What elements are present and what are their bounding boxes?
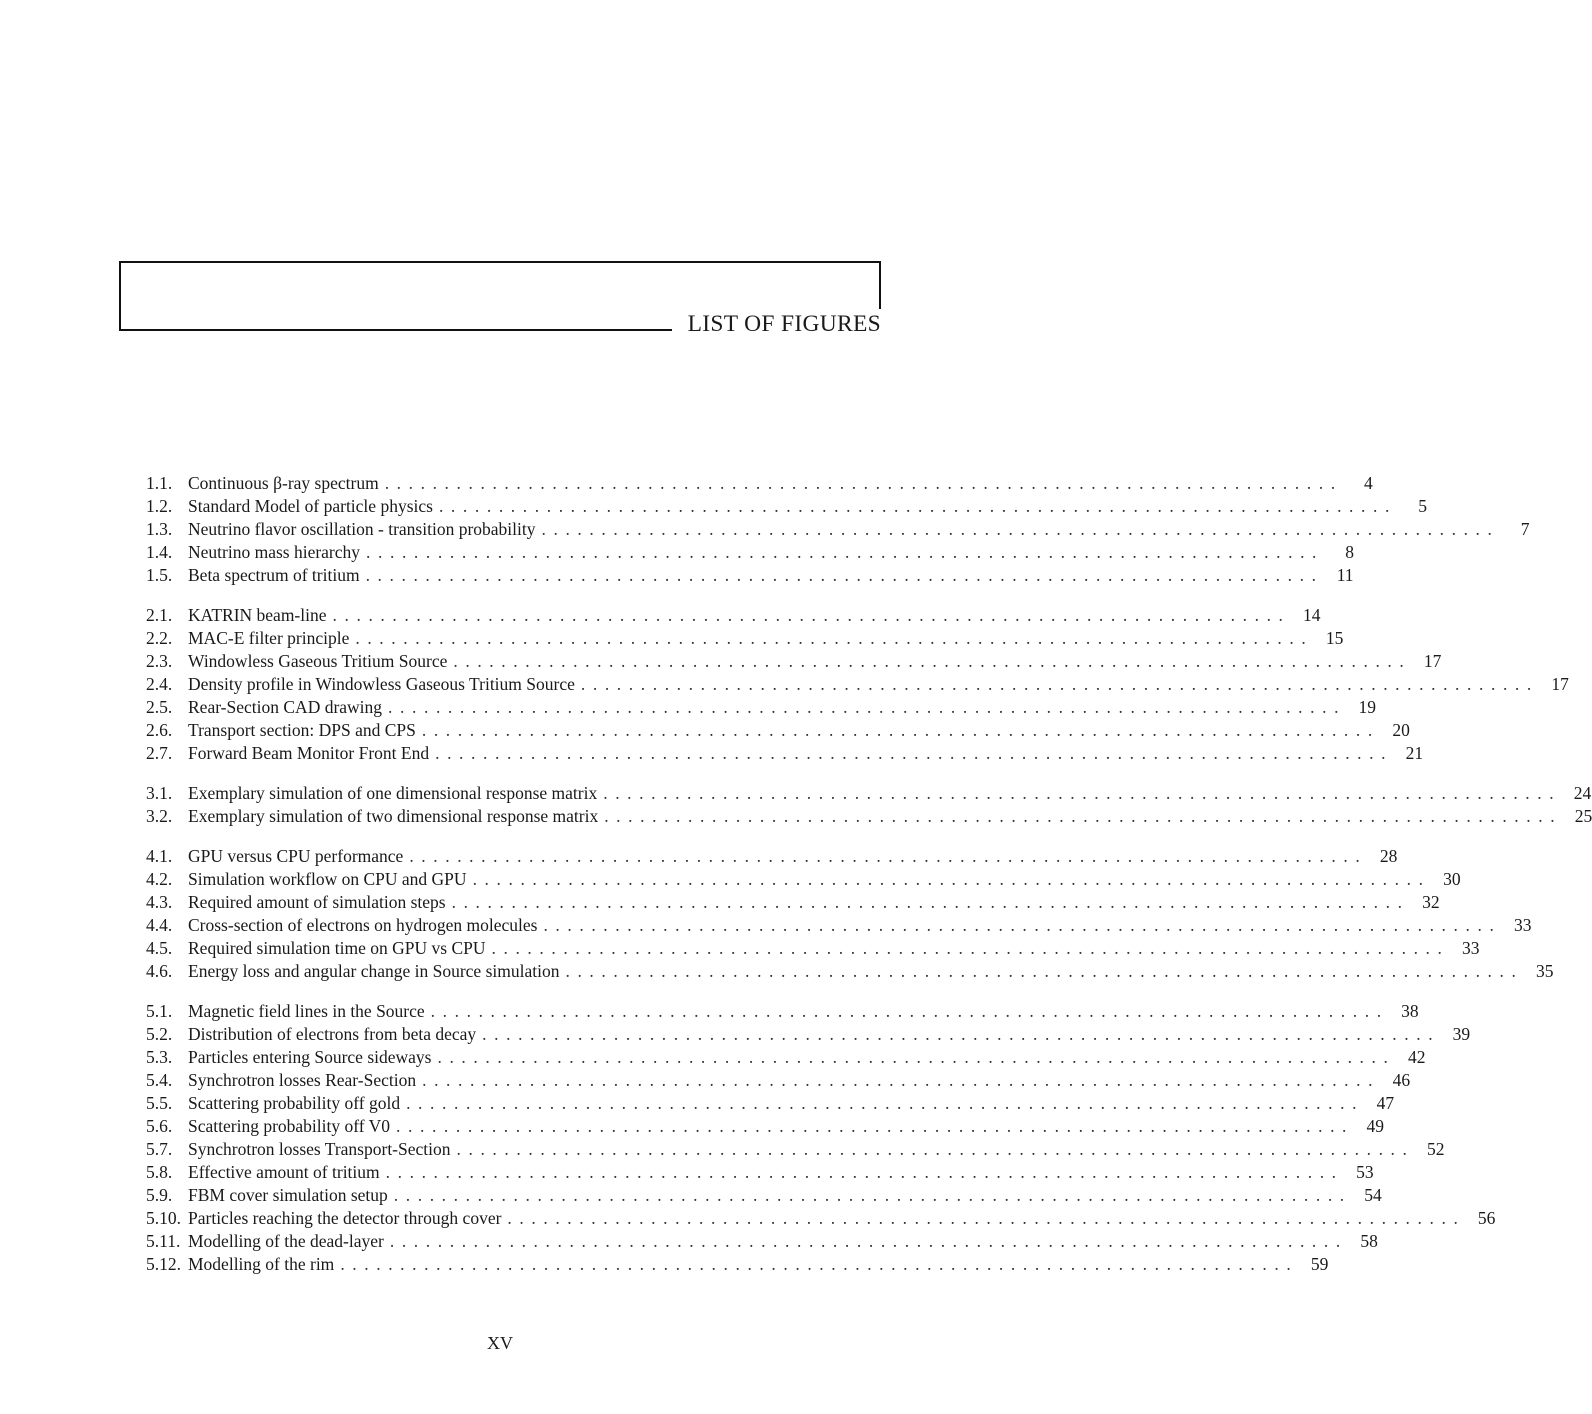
figure-group [146,845,1554,983]
figure-title[interactable]: Required simulation time on GPU vs CPU [188,938,486,958]
figure-entry[interactable] [146,914,1532,937]
figure-title[interactable]: Exemplary simulation of one dimensional response matrix [188,783,598,803]
figure-number: 4.4. [146,915,173,935]
figure-number: 4.5. [146,938,173,958]
figure-number: 5.9. [146,1185,173,1205]
dot-leader: ................................................................................ [604,806,1563,826]
figure-title[interactable]: Transport section: DPS and CPS [188,720,416,740]
figure-title[interactable]: GPU versus CPU performance [188,846,404,866]
figure-title[interactable]: Neutrino mass hierarchy [188,542,361,562]
figure-page-number[interactable]: 52 [1427,1139,1445,1159]
figure-entry[interactable] [146,1069,1411,1092]
figure-page-number[interactable]: 14 [1303,605,1321,625]
dot-leader: ................................................................................ [340,1254,1299,1274]
figure-entry[interactable] [146,518,1530,541]
figure-number: 2.5. [146,697,173,717]
figure-entry[interactable] [146,1000,1419,1023]
page-number: XV [487,1333,513,1353]
figure-title[interactable]: Effective amount of tritium [188,1162,380,1182]
page-title: LIST OF FIGURES [687,310,881,337]
figure-page-number[interactable]: 39 [1452,1024,1471,1044]
figure-title[interactable]: Simulation workflow on CPU and GPU [188,869,467,889]
figure-title[interactable]: Windowless Gaseous Tritium Source [188,651,448,671]
dot-leader: ................................................................................ [453,651,1412,671]
figure-page-number[interactable]: 17 [1423,651,1442,671]
figure-number: 5.7. [146,1139,173,1159]
figure-page-number[interactable]: 59 [1310,1254,1329,1274]
figure-entry[interactable] [146,627,1344,650]
figure-number: 2.2. [146,628,173,648]
figure-title[interactable]: Standard Model of particle physics [188,496,433,516]
figure-page-number[interactable]: 15 [1325,628,1344,648]
figure-page-number[interactable]: 21 [1405,743,1424,763]
figure-number: 5.2. [146,1024,173,1044]
figure-page-number[interactable]: 5 [1418,496,1427,516]
dot-leader: ................................................................................ [366,542,1325,562]
figure-title[interactable]: Modelling of the rim [188,1254,335,1274]
figure-number: 2.4. [146,674,173,694]
figure-page-number[interactable]: 4 [1363,473,1373,493]
figure-entry[interactable] [146,937,1480,960]
figure-page-number[interactable]: 33 [1513,915,1532,935]
figure-page-number[interactable]: 11 [1336,565,1354,585]
dot-leader: ................................................................................ [384,473,1343,493]
figure-entry[interactable] [146,472,1373,495]
figure-entry[interactable] [146,564,1354,587]
dot-leader: ................................................................................ [507,1208,1466,1228]
figure-number: 3.2. [146,806,173,826]
figure-page-number[interactable]: 8 [1345,542,1355,562]
figure-number: 4.2. [146,869,173,889]
figure-page-number[interactable]: 32 [1422,892,1440,912]
dot-leader: ................................................................................ [451,892,1410,912]
figure-number: 1.4. [146,542,173,562]
dot-leader: ................................................................................ [438,496,1397,516]
figure-number: 5.8. [146,1162,173,1182]
figure-page-number[interactable]: 42 [1407,1047,1426,1067]
dot-leader: ................................................................................ [603,783,1562,803]
dot-leader: ................................................................................ [385,1162,1344,1182]
figure-page-number[interactable]: 20 [1392,720,1410,740]
figure-title[interactable]: Scattering probability off gold [188,1093,401,1113]
figure-page-number[interactable]: 25 [1574,806,1592,826]
figure-entry[interactable] [146,1230,1378,1253]
dot-leader: ................................................................................ [472,869,1431,889]
figure-title[interactable]: KATRIN beam-line [188,605,327,625]
dot-leader: ................................................................................ [409,846,1368,866]
figure-title[interactable]: Particles entering Source sideways [188,1047,432,1067]
figure-page-number[interactable]: 38 [1401,1001,1419,1021]
dot-leader: ................................................................................ [393,1185,1352,1205]
figure-entry[interactable] [146,541,1355,564]
figure-number: 1.2. [146,496,173,516]
figure-number: 5.6. [146,1116,173,1136]
figure-entry[interactable] [146,1161,1374,1184]
figure-title[interactable]: Continuous β-ray spectrum [188,473,379,493]
figure-group [146,782,1592,828]
figure-title[interactable]: Scattering probability off V0 [188,1116,391,1136]
figure-entry[interactable] [146,868,1461,891]
figure-number: 2.1. [146,605,173,625]
figure-entry[interactable] [146,845,1398,868]
figure-title[interactable]: Required amount of simulation steps [188,892,446,912]
figure-title[interactable]: Modelling of the dead-layer [188,1231,384,1251]
chapter-heading-box [119,261,881,337]
figure-page-number[interactable]: 54 [1364,1185,1382,1205]
figure-title[interactable]: Energy loss and angular change in Source simulation [188,961,560,981]
figure-entry[interactable] [146,782,1592,805]
figure-number: 1.5. [146,565,173,585]
figure-entry[interactable] [146,719,1410,742]
figure-entry[interactable] [146,604,1321,627]
figure-page-number[interactable]: 47 [1376,1093,1395,1113]
dot-leader: ................................................................................ [565,961,1524,981]
figure-page-number[interactable]: 17 [1551,674,1569,694]
figure-title[interactable]: Synchrotron losses Rear-Section [188,1070,417,1090]
figure-entry[interactable] [146,1046,1426,1069]
heading-rule-top [119,261,881,263]
figure-title[interactable]: Magnetic field lines in the Source [188,1001,425,1021]
figure-page-number[interactable]: 24 [1573,783,1592,803]
figure-page-number[interactable]: 19 [1358,697,1377,717]
dot-leader: ................................................................................ [430,1001,1389,1021]
dot-leader: ................................................................................ [406,1093,1365,1113]
list-of-figures [146,472,1592,1293]
figure-number: 3.1. [146,783,173,803]
figure-entry[interactable] [146,696,1377,719]
heading-rule-right [879,261,881,309]
figure-entry[interactable] [146,960,1554,983]
figure-page-number[interactable]: 46 [1392,1070,1411,1090]
dot-leader: ................................................................................ [396,1116,1355,1136]
figure-number: 1.3. [146,519,173,539]
dot-leader: ................................................................................ [355,628,1314,648]
figure-number: 2.3. [146,651,173,671]
figure-entry[interactable] [146,891,1440,914]
figure-entry[interactable] [146,1138,1445,1161]
figure-number: 1.1. [146,473,173,493]
figure-number: 5.10. [146,1208,181,1228]
figure-page-number[interactable]: 35 [1535,961,1554,981]
figure-title[interactable]: MAC-E filter principle [188,628,350,648]
dot-leader: ................................................................................ [482,1024,1441,1044]
heading-rule-bottom [119,329,672,331]
dot-leader: ................................................................................ [389,1231,1348,1251]
dot-leader: ................................................................................ [388,697,1347,717]
figure-number: 5.4. [146,1070,173,1090]
figure-number: 5.3. [146,1047,173,1067]
dot-leader: ................................................................................ [422,1070,1381,1090]
dot-leader: ................................................................................ [437,1047,1396,1067]
figure-title[interactable]: Exemplary simulation of two dimensional response matrix [188,806,599,826]
figure-group [146,472,1530,587]
dot-leader: ................................................................................ [435,743,1394,763]
figure-number: 5.5. [146,1093,173,1113]
figure-number: 2.6. [146,720,173,740]
figure-number: 2.7. [146,743,173,763]
figure-page-number[interactable]: 28 [1379,846,1398,866]
figure-title[interactable]: Rear-Section CAD drawing [188,697,383,717]
dot-leader: ................................................................................ [421,720,1380,740]
dot-leader: ................................................................................ [541,519,1500,539]
figure-page-number[interactable]: 33 [1462,938,1480,958]
figure-number: 4.3. [146,892,173,912]
figure-title[interactable]: FBM cover simulation setup [188,1185,388,1205]
figure-entry[interactable] [146,1253,1329,1276]
figure-title[interactable]: Distribution of electrons from beta decay [188,1024,477,1044]
figure-page-number[interactable]: 30 [1443,869,1461,889]
figure-entry[interactable] [146,1023,1471,1046]
dot-leader: ................................................................................ [491,938,1450,958]
figure-page-number[interactable]: 58 [1360,1231,1378,1251]
figure-entry[interactable] [146,673,1569,696]
dot-leader: ................................................................................ [332,605,1291,625]
figure-entry[interactable] [146,1092,1395,1115]
figure-entry[interactable] [146,1115,1385,1138]
figure-page-number[interactable]: 56 [1477,1208,1496,1228]
figure-entry[interactable] [146,495,1427,518]
figure-title[interactable]: Beta spectrum of tritium [188,565,360,585]
figure-number: 5.1. [146,1001,173,1021]
figure-entry[interactable] [146,1184,1382,1207]
figure-group [146,604,1569,765]
heading-rule-left [119,261,121,331]
dot-leader: ................................................................................ [365,565,1324,585]
figure-title[interactable]: Density profile in Windowless Gaseous Tritium Source [188,674,575,694]
figure-title[interactable]: Forward Beam Monitor Front End [188,743,430,763]
figure-entry[interactable] [146,742,1424,765]
figure-number: 5.11. [146,1231,181,1251]
figure-page-number[interactable]: 7 [1520,519,1530,539]
figure-title[interactable]: Synchrotron losses Transport-Section [188,1139,451,1159]
figure-number: 5.12. [146,1254,181,1274]
figure-title[interactable]: Neutrino flavor oscillation - transition probability [188,519,536,539]
figure-entry[interactable] [146,1207,1496,1230]
figure-page-number[interactable]: 49 [1366,1116,1385,1136]
figure-number: 4.1. [146,846,173,866]
figure-number: 4.6. [146,961,173,981]
figure-title[interactable]: Particles reaching the detector through cover [188,1208,502,1228]
dot-leader: ................................................................................ [456,1139,1415,1159]
figure-page-number[interactable]: 53 [1356,1162,1374,1182]
figure-group [146,1000,1496,1276]
figure-title[interactable]: Cross-section of electrons on hydrogen molecules [188,915,538,935]
figure-entry[interactable] [146,650,1442,673]
dot-leader: ................................................................................ [543,915,1502,935]
figure-entry[interactable] [146,805,1592,828]
dot-leader: ................................................................................ [580,674,1539,694]
